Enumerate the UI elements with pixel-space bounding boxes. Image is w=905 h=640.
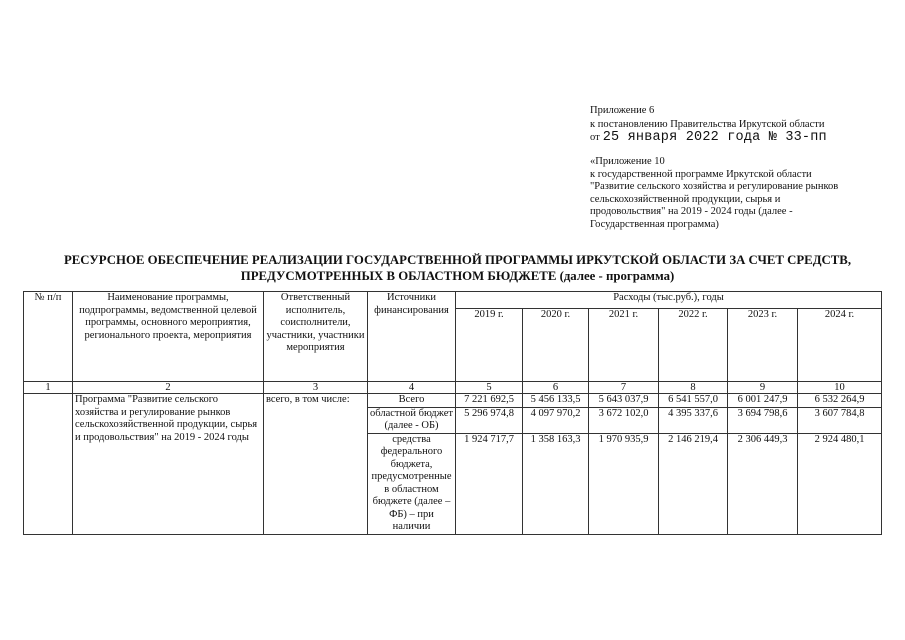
header-year: 2021 г. <box>589 309 659 382</box>
header-name: Наименование программы, подпрограммы, ведомственной целевой программы, основного мероприятия, регионального проекта, мероприятия <box>73 292 264 382</box>
program-num <box>24 394 73 535</box>
value-cell: 3 694 798,6 <box>728 407 798 433</box>
column-number: 3 <box>264 382 368 394</box>
annex2-line: «Приложение 10 <box>590 156 665 167</box>
value-cell: 5 296 974,8 <box>456 407 523 433</box>
value-cell: 5 456 133,5 <box>523 394 589 408</box>
annex2-line: продовольствия" на 2019 - 2024 годы (далее - <box>590 206 793 217</box>
column-number: 4 <box>368 382 456 394</box>
annex2-header <box>590 156 880 231</box>
header-year: 2022 г. <box>659 309 728 382</box>
column-number: 2 <box>73 382 264 394</box>
value-cell: 7 221 692,5 <box>456 394 523 408</box>
annex-header <box>590 104 827 145</box>
header-executor: Ответственный исполнитель, соисполнители, участники, участники мероприятия <box>264 292 368 382</box>
column-number-row <box>24 382 882 394</box>
header-num: № п/п <box>24 292 73 382</box>
column-number: 8 <box>659 382 728 394</box>
annex-number: Приложение 6 <box>590 105 655 116</box>
value-cell: 3 607 784,8 <box>798 407 882 433</box>
source-cell: средства федерального бюджета, предусмотренные в областном бюджете (далее – ФБ) – при наличии <box>368 433 456 534</box>
resource-table <box>23 291 882 535</box>
document-title-line: ПРЕДУСМОТРЕННЫХ В ОБЛАСТНОМ БЮДЖЕТЕ (далее - программа) <box>240 268 675 283</box>
value-cell: 2 146 219,4 <box>659 433 728 534</box>
source-cell: Всего <box>368 394 456 408</box>
column-number: 7 <box>589 382 659 394</box>
annex2-line: сельскохозяйственной продукции, сырья и <box>590 193 781 205</box>
column-number: 10 <box>798 382 882 394</box>
header-sources: Источники финансирования <box>368 292 456 382</box>
value-cell: 4 395 337,6 <box>659 407 728 433</box>
column-number: 5 <box>456 382 523 394</box>
value-cell: 1 358 163,3 <box>523 433 589 534</box>
header-year: 2023 г. <box>728 309 798 382</box>
header-year: 2024 г. <box>798 309 882 382</box>
value-cell: 4 097 970,2 <box>523 407 589 433</box>
value-cell: 6 541 557,0 <box>659 394 728 408</box>
annex-date-prefix: от <box>590 132 600 143</box>
annex2-line: Государственная программа) <box>590 218 719 230</box>
program-executor: всего, в том числе: <box>264 394 368 535</box>
annex-date-line <box>590 131 827 145</box>
annex2-line: к государственной программе Иркутской области <box>590 168 812 180</box>
annex-decree: к постановлению Правительства Иркутской области <box>590 118 825 130</box>
value-cell: 2 924 480,1 <box>798 433 882 534</box>
header-year: 2019 г. <box>456 309 523 382</box>
header-expenses: Расходы (тыс.руб.), годы <box>456 292 882 309</box>
document-title-line: РЕСУРСНОЕ ОБЕСПЕЧЕНИЕ РЕАЛИЗАЦИИ ГОСУДАРСТВЕННОЙ ПРОГРАММЫ ИРКУТСКОЙ ОБЛАСТИ ЗА СЧЕТ СРЕДСТВ, <box>63 253 852 267</box>
column-number: 1 <box>24 382 73 394</box>
value-cell: 1 924 717,7 <box>456 433 523 534</box>
value-cell: 6 001 247,9 <box>728 394 798 408</box>
source-cell: областной бюджет (далее - ОБ) <box>368 407 456 433</box>
header-year: 2020 г. <box>523 309 589 382</box>
column-number: 9 <box>728 382 798 394</box>
value-cell: 2 306 449,3 <box>728 433 798 534</box>
value-cell: 5 643 037,9 <box>589 394 659 408</box>
document-title <box>20 253 895 284</box>
annex-date-value: 25 января 2022 года № 33-пп <box>602 130 827 145</box>
value-cell: 6 532 264,9 <box>798 394 882 408</box>
column-number: 6 <box>523 382 589 394</box>
annex2-line: "Развитие сельского хозяйства и регулирование рынков <box>590 181 839 192</box>
program-name: Программа "Развитие сельского хозяйства и регулирование рынков сельскохозяйственной продукции, сырья и продовольствия" на 2019 - 2024 годы <box>73 394 264 535</box>
value-cell: 1 970 935,9 <box>589 433 659 534</box>
table-row <box>24 394 882 408</box>
value-cell: 3 672 102,0 <box>589 407 659 433</box>
